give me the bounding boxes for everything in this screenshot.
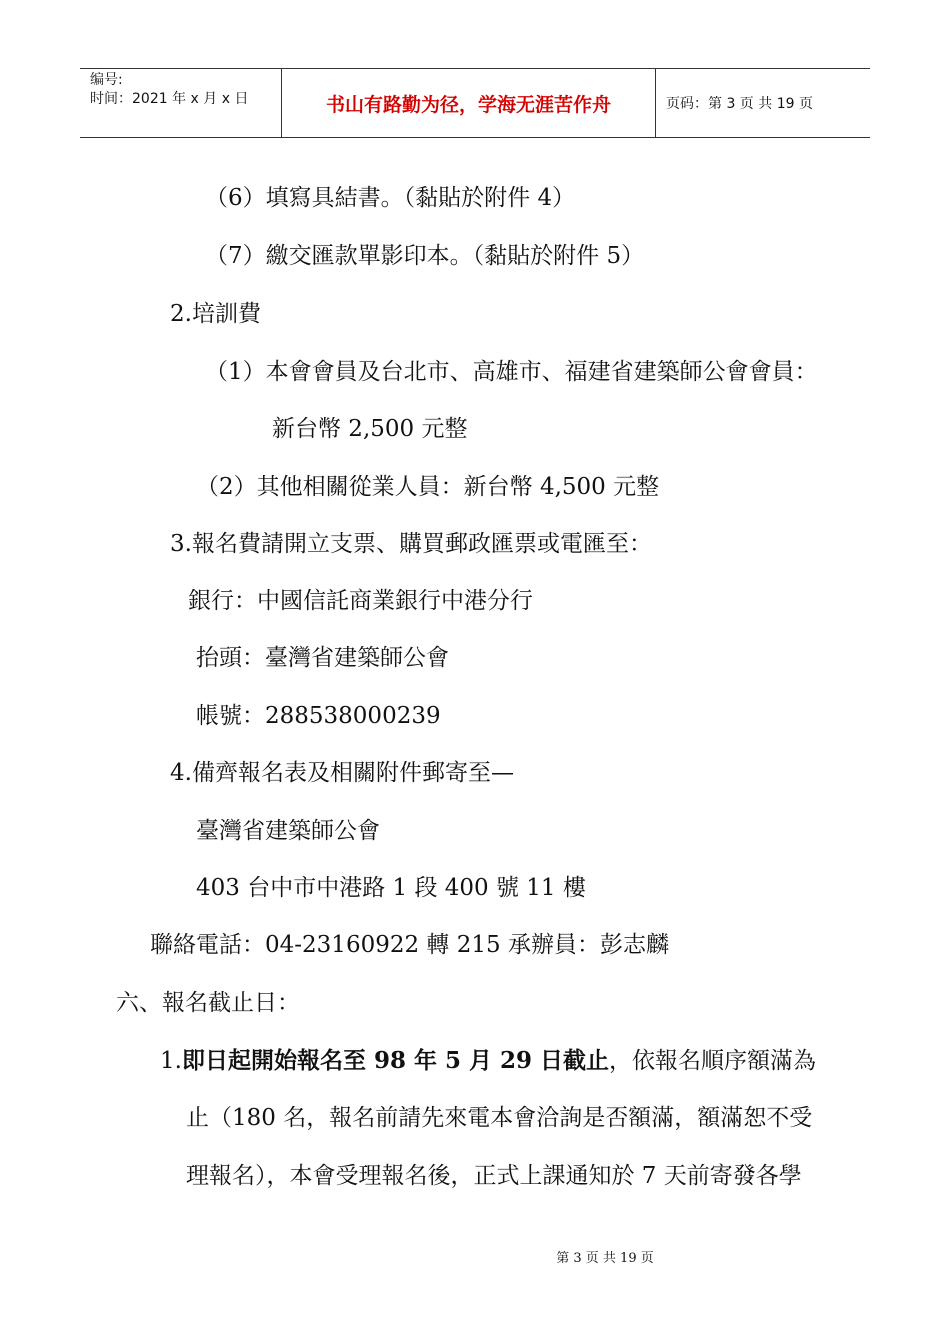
body-line: 臺灣省建築師公會 [196,818,380,844]
page-header [80,68,870,138]
body-line: 銀行：中國信託商業銀行中港分行 [188,588,533,614]
body-line: 帳號：288538000239 [196,703,441,729]
deadline-number: 1. [160,1048,182,1074]
page-footer [0,1247,950,1266]
body-line: 403 台中市中港路 1 段 400 號 11 樓 [196,875,586,901]
serial-label: 编号: [90,72,123,88]
body-line: （2）其他相關從業人員：新台幣 4,500 元整 [196,474,660,500]
body-line: 3.報名費請開立支票、購買郵政匯票或電匯至： [170,531,652,557]
body-line: （7）繳交匯款單影印本。（黏貼於附件 5） [205,243,645,269]
body-line: 4.備齊報名表及相關附件郵寄至— [170,760,514,786]
section-heading: 六、報名截止日： [116,990,300,1016]
header-meta [80,69,282,137]
body-line: 抬頭：臺灣省建築師公會 [196,645,449,671]
body-line: 新台幣 2,500 元整 [272,416,468,442]
header-motto: 书山有路勤为径，学海无涯苦作舟 [282,69,656,137]
deadline-line [160,1046,816,1076]
header-page-info: 页码：第 3 页 共 19 页 [666,96,813,112]
deadline-rest: ，依報名順序額滿為 [609,1048,817,1074]
deadline-line-2: 止（180 名，報名前請先來電本會洽詢是否額滿，額滿恕不受 [186,1105,813,1131]
body-line: 2.培訓費 [170,301,261,327]
deadline-bold: 即日起開始報名至 98 年 5 月 29 日截止 [181,1047,610,1074]
body-line: （6）填寫具結書。（黏貼於附件 4） [205,185,576,211]
body-line: 聯絡電話：04-23160922 轉 215 承辦員：彭志麟 [150,932,669,958]
body-line: （1）本會會員及台北市、高雄市、福建省建築師公會會員： [205,359,818,385]
deadline-line-3: 理報名），本會受理報名後，正式上課通知於 7 天前寄發各學 [186,1163,802,1189]
footer-page-number: 第 3 页 共 19 页 [556,1251,654,1266]
time-label: 时间：2021 年 x 月 x 日 [90,91,249,107]
